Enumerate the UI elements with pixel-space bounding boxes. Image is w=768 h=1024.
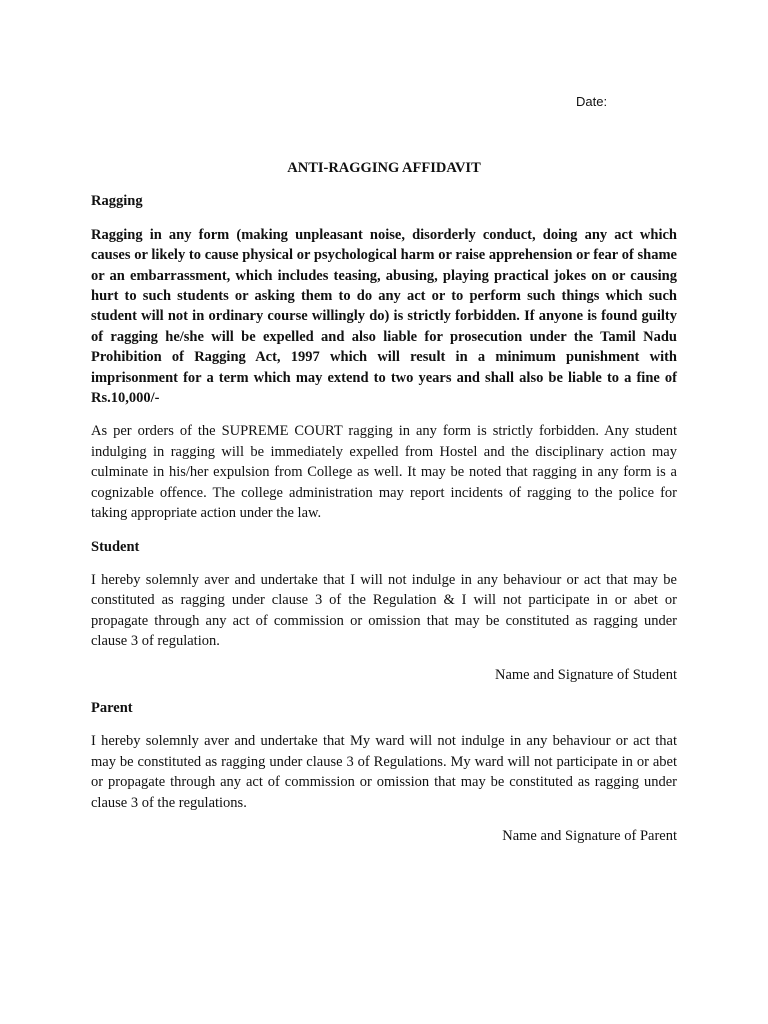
parent-heading: Parent <box>91 699 133 716</box>
ragging-heading: Ragging <box>91 193 143 210</box>
student-signature-label: Name and Signature of Student <box>494 666 677 683</box>
document-body <box>91 158 677 859</box>
supreme-court-orders-paragraph: As per orders of the SUPREME COURT ragging in any form is strictly forbidden. Any student indulging in ragging will be immediately expelled from Hostel and the disciplinary action may culminate in his/her expulsion from College as well. It may be noted that ragging in any form is a cognizable offence. The college administration may report incidents of ragging to the police for taking appropriate action under the law. <box>91 423 677 522</box>
student-heading: Student <box>91 538 140 555</box>
date-label: Date: <box>576 94 608 109</box>
parent-undertaking-paragraph: I hereby solemnly aver and undertake that My ward will not indulge in any behaviour or act that may be constituted as ragging under clause 3 of Regulations. My ward will not participate in or abet or propagate through any act of commission or omission that may be constituted as ragging under clause 3 of the regulations. <box>91 733 677 811</box>
ragging-warning-paragraph: Ragging in any form (making unpleasant noise, disorderly conduct, doing any act which causes or likely to cause physical or psychological harm or raise apprehension or fear of shame or an embarrassment, which includes teasing, abusing, playing practical jokes on or causing hurt to such students or asking them to do any act or to perform such things which such student will not in ordinary course willingly do) is strictly forbidden. If anyone is found guilty of ragging he/she will be expelled and also liable for prosecution under the Tamil Nadu Prohibition of Ragging Act, 1997 which will result in a minimum punishment with imprisonment for a term which may extend to two years and shall also be liable to a fine of Rs.10,000/- <box>91 226 677 407</box>
document-title: ANTI-RAGGING AFFIDAVIT <box>287 160 481 176</box>
parent-signature-label: Name and Signature of Parent <box>502 827 677 844</box>
student-undertaking-paragraph: I hereby solemnly aver and undertake that I will not indulge in any behaviour or act that may be constituted as ragging under clause 3 of the Regulation & I will not participate in or abet or propagate through any act of commission or omission that may be constituted as ragging under clause 3 of regulation. <box>91 571 677 650</box>
